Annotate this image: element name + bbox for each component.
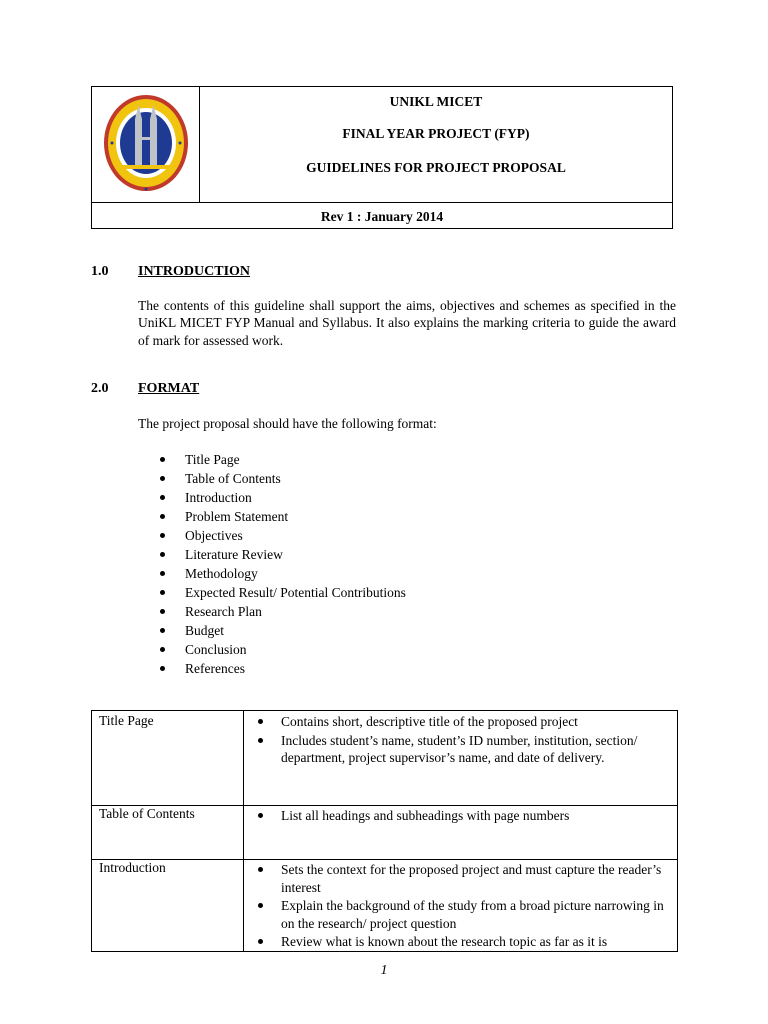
table-row-label: Introduction bbox=[99, 860, 166, 875]
table-row-divider bbox=[92, 859, 677, 860]
table-column-divider bbox=[243, 711, 244, 951]
table-point: Sets the context for the proposed project and must capture the reader’s interest bbox=[255, 861, 669, 896]
section-1-number: 1.0 bbox=[91, 264, 109, 279]
list-item: Methodology bbox=[160, 564, 406, 583]
list-item: Research Plan bbox=[160, 602, 406, 621]
list-item: Expected Result/ Potential Contributions bbox=[160, 583, 406, 602]
table-point: Includes student’s name, student’s ID number, institution, section/ department, project supervisor’s name, and date of delivery. bbox=[255, 732, 669, 767]
page-number: 1 bbox=[380, 963, 388, 978]
introduction-paragraph: The contents of this guideline shall support the aims, objectives and schemes as specified in the UniKL MICET FYP Manual and Syllabus. It also explains the marking criteria to guide the award of mark for assessed work. bbox=[138, 298, 676, 348]
revision-line: Rev 1 : January 2014 bbox=[92, 202, 672, 228]
list-item: Problem Statement bbox=[160, 507, 406, 526]
list-item: Title Page bbox=[160, 450, 406, 469]
table-row-points bbox=[255, 807, 669, 826]
list-item: Conclusion bbox=[160, 640, 406, 659]
table-point: Review what is known about the research topic as far as it is bbox=[255, 933, 669, 951]
table-point: Explain the background of the study from a broad picture narrowing in on the research/ project question bbox=[255, 897, 669, 932]
list-item: Objectives bbox=[160, 526, 406, 545]
list-item: References bbox=[160, 659, 406, 678]
org-name: UNIKL MICET bbox=[389, 94, 483, 109]
section-1-title: INTRODUCTION bbox=[138, 264, 251, 279]
section-2-title: FORMAT bbox=[138, 381, 200, 396]
university-logo-icon bbox=[102, 93, 190, 197]
list-item: Budget bbox=[160, 621, 406, 640]
project-name: FINAL YEAR PROJECT (FYP) bbox=[342, 126, 530, 141]
table-row-label: Title Page bbox=[99, 713, 154, 728]
list-item: Literature Review bbox=[160, 545, 406, 564]
section-2-number: 2.0 bbox=[91, 381, 109, 396]
table-point: Contains short, descriptive title of the proposed project bbox=[255, 713, 669, 731]
document-header bbox=[91, 86, 673, 229]
format-paragraph: The project proposal should have the following format: bbox=[138, 416, 437, 431]
format-description-table bbox=[91, 710, 678, 952]
table-row-label: Table of Contents bbox=[99, 806, 195, 821]
table-point: List all headings and subheadings with page numbers bbox=[255, 807, 669, 825]
format-list bbox=[160, 450, 406, 678]
table-row-points bbox=[255, 713, 669, 768]
logo-cell bbox=[92, 87, 200, 202]
document-title: GUIDELINES FOR PROJECT PROPOSAL bbox=[306, 160, 566, 175]
list-item: Table of Contents bbox=[160, 469, 406, 488]
list-item: Introduction bbox=[160, 488, 406, 507]
table-row-points bbox=[255, 861, 669, 952]
header-title-block bbox=[200, 87, 672, 202]
